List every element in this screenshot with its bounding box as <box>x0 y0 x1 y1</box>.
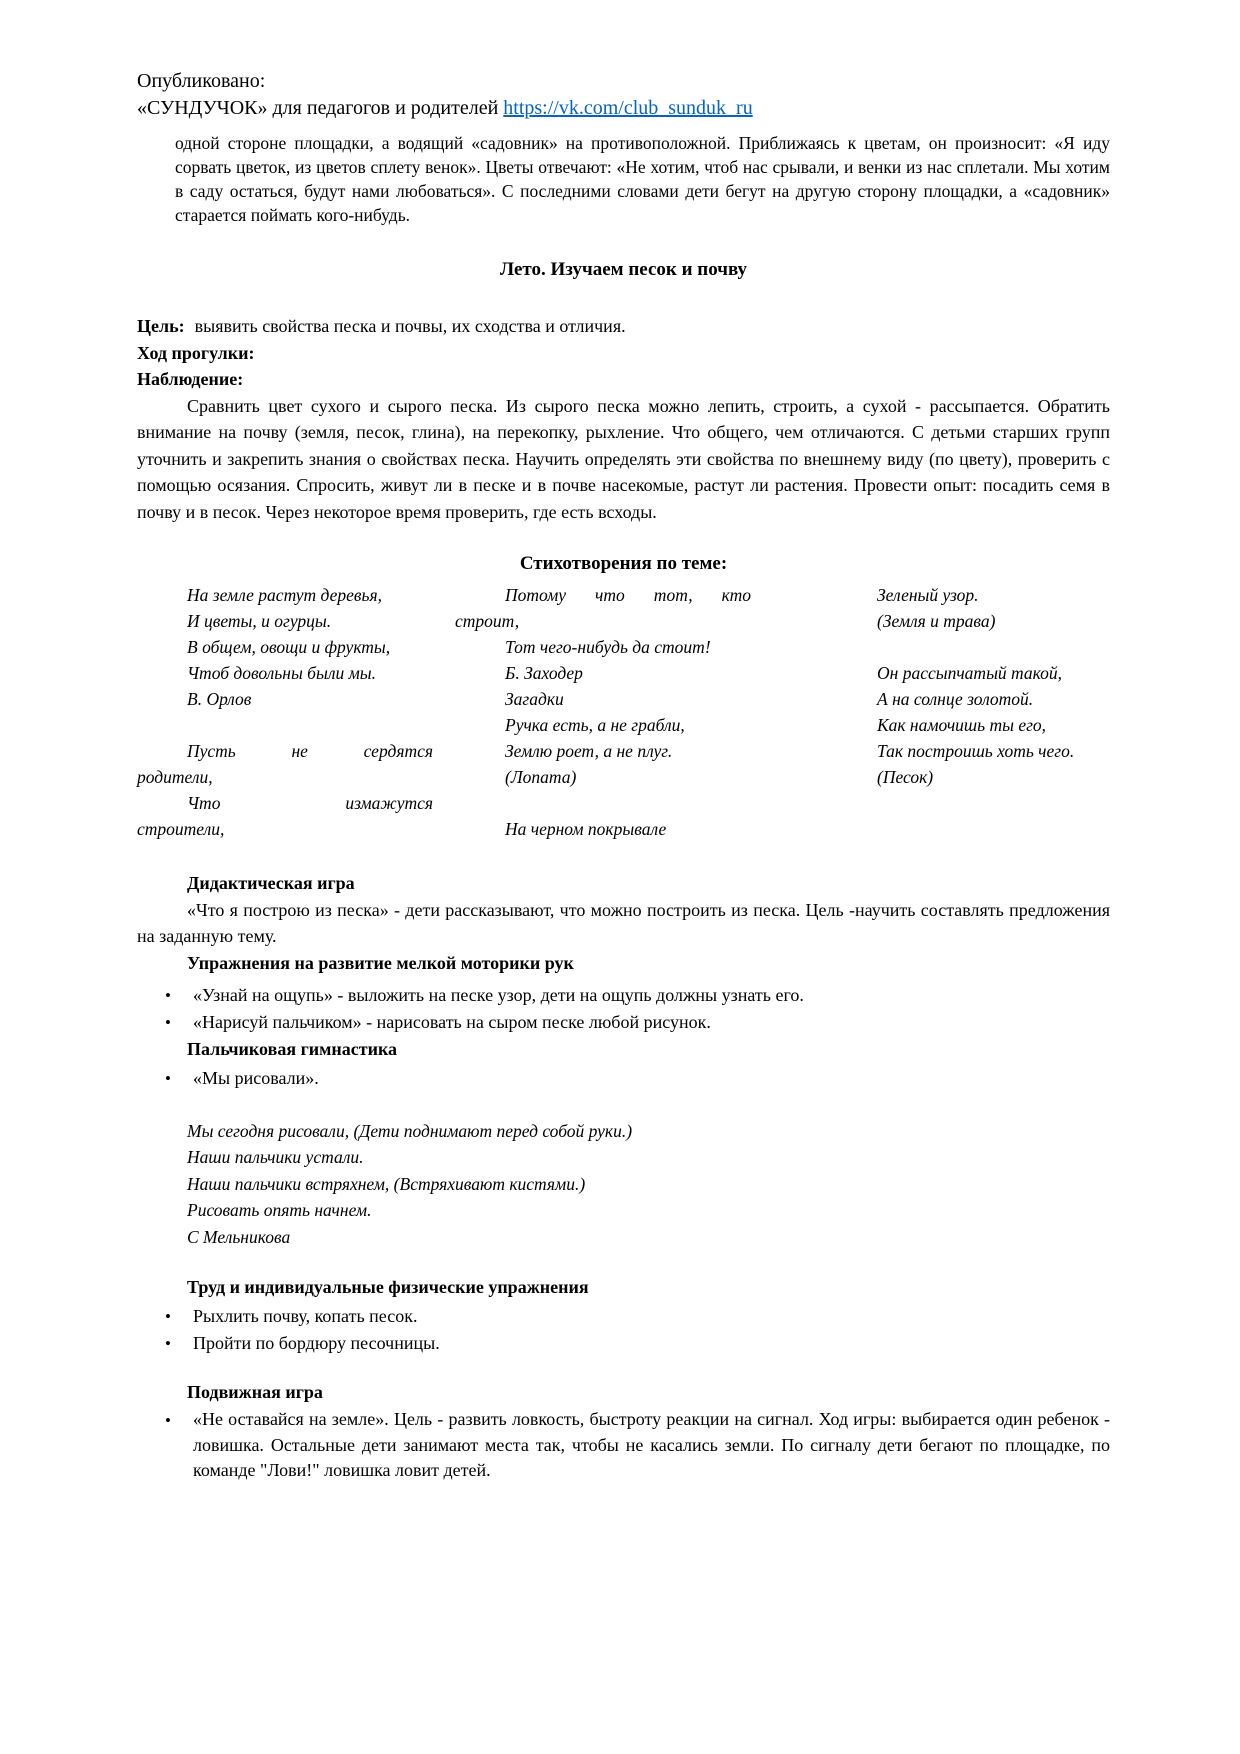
poem-line: Как намочишь ты его, <box>877 715 1047 735</box>
list-item <box>137 982 1110 1009</box>
mobile-game-list <box>137 1407 1110 1484</box>
poem-line: Рисовать опять начнем. <box>187 1200 372 1220</box>
bullet-icon: • <box>165 1411 171 1430</box>
poem-line: На земле растут деревья, <box>187 585 382 605</box>
poem-author: С Мельникова <box>187 1226 291 1247</box>
walk-heading: Ход прогулки: <box>137 342 255 363</box>
poem-line: строители, <box>137 819 225 839</box>
goal-label: Цель: <box>137 316 185 336</box>
poem-line: Чтоб довольны были мы. <box>187 663 376 683</box>
bullet-icon: • <box>165 986 171 1005</box>
intro-paragraph: одной стороне площадки, а водящий «садовник» на противоположной. Приближаясь к цветам, он произносит: «Я иду сорвать цветок, из цветов сплету венок». Цветы отвечают: «Не хотим, чтоб нас срывали, и венки из нас сплетали. Мы хотим в саду остаться, будут нами любоваться». С последними словами дети бегут на другую сторону площадки, а «садовник» старается поймать кого-нибудь. <box>175 133 1110 225</box>
page-title: Лето. Изучаем песок и почву <box>499 259 748 280</box>
list-item-text: «Нарисуй пальчиком» - нарисовать на сыром песке любой рисунок. <box>193 1012 711 1032</box>
poem-answer: (Песок) <box>877 767 934 787</box>
list-item <box>137 1009 1110 1036</box>
didactic-game-paragraph: «Что я построю из песка» - дети рассказывают, что можно построить из песка. Цель -научить составлять предложения на заданную тему. <box>137 899 1110 946</box>
poem-line: Землю роет, а не плуг. <box>505 741 673 761</box>
didactic-game-heading: Дидактическая игра <box>187 873 355 893</box>
poems-columns <box>137 582 1110 842</box>
list-item <box>137 1407 1110 1484</box>
poem-line: Загадки <box>505 689 564 709</box>
poem-line: строит, <box>455 611 520 631</box>
list-item <box>137 1330 1110 1357</box>
list-item <box>137 1065 1110 1092</box>
poem-line: На черном покрывале <box>505 819 667 839</box>
goal-line <box>137 313 1110 340</box>
poem-line: Что измажутся <box>187 793 433 813</box>
poem-column-3 <box>827 582 1110 842</box>
poem-author: Б. Заходер <box>505 663 583 683</box>
poem-line: Зеленый узор. <box>877 585 979 605</box>
goal-text: выявить свойства песка и почвы, их сходства и отличия. <box>194 316 626 336</box>
poem-line: Он рассыпчатый такой, <box>877 663 1063 683</box>
list-item-text: «Узнай на ощупь» - выложить на песке узор, дети на ощупь должны узнать его. <box>193 985 804 1005</box>
poem-blank-line <box>827 634 1110 660</box>
bullet-icon: • <box>165 1013 171 1032</box>
bullet-icon: • <box>165 1333 171 1353</box>
finger-gymnastics-heading: Пальчиковая гимнастика <box>187 1039 398 1059</box>
poem-line: Тот чего-нибудь да стоит! <box>505 637 711 657</box>
motor-skills-heading: Упражнения на развитие мелкой моторики рук <box>187 952 574 973</box>
finger-gymnastics-poem <box>187 1118 1110 1251</box>
list-item <box>137 1303 1110 1330</box>
poem-author: В. Орлов <box>187 689 252 709</box>
observation-paragraph: Сравнить цвет сухого и сырого песка. Из сырого песка можно лепить, строить, а сухой - рассыпается. Обратить внимание на почву (земля, песок, глина), на перекопку, рыхление. Что общего, чем отличаются. С детьми старших групп уточнить и закрепить знания о свойствах песка. Научить определять эти свойства по внешнему виду (по цвету), проверить с помощью осязания. Спросить, живут ли в песке и в почве насекомые, растут ли растения. Провести опыт: посадить семя в почву и в песок. Через некоторое время проверить, где есть всходы. <box>137 395 1110 522</box>
list-item-text: Рыхлить почву, копать песок. <box>193 1305 418 1326</box>
poem-blank-line <box>137 712 433 738</box>
motor-skills-list <box>137 982 1110 1036</box>
poem-line: Ручка есть, а не грабли, <box>505 715 685 735</box>
finger-gymnastics-list <box>137 1065 1110 1092</box>
poem-line: В общем, овощи и фрукты, <box>187 637 391 657</box>
poem-line: А на солнце золотой. <box>877 689 1034 709</box>
poem-answer: (Лопата) <box>505 767 577 787</box>
list-item-text: «Не оставайся на земле». Цель - развить ловкость, быстроту реакции на сигнал. Ход игры: выбирается один ребенок - ловишка. Остальные дети занимают места так, чтобы не касались земли. По сигналу дети бегают по площадке, по команде "Лови!" ловишка ловит детей. <box>193 1409 1110 1480</box>
poem-blank-line <box>455 790 751 816</box>
poem-line: И цветы, и огурцы. <box>187 611 332 631</box>
poem-line: Наши пальчики встряхнем, (Встряхивают кистями.) <box>187 1173 586 1194</box>
list-item-text: Пройти по бордюру песочницы. <box>193 1332 440 1353</box>
list-item-text: «Мы рисовали». <box>193 1067 319 1088</box>
poem-column-1 <box>137 582 433 842</box>
poem-line: Пусть не сердятся <box>187 741 433 761</box>
poem-answer: (Земля и трава) <box>877 611 996 631</box>
work-exercises-heading: Труд и индивидуальные физические упражнения <box>187 1277 589 1297</box>
poems-title: Стихотворения по теме: <box>519 553 728 574</box>
mobile-game-heading: Подвижная игра <box>187 1381 323 1402</box>
bullet-icon: • <box>165 1068 171 1088</box>
poem-line: Так построишь хоть чего. <box>877 741 1075 761</box>
poem-line: Мы сегодня рисовали, (Дети поднимают перед собой руки.) <box>187 1120 633 1141</box>
observation-heading: Наблюдение: <box>137 369 244 389</box>
published-label: Опубликовано: <box>137 70 266 92</box>
poem-line: Потому что тот, кто <box>505 585 751 605</box>
source-text: «СУНДУЧОК» для педагогов и родителей <box>137 97 504 119</box>
poem-line: родители, <box>137 767 213 787</box>
poem-line: Наши пальчики устали. <box>187 1147 364 1167</box>
bullet-icon: • <box>165 1306 171 1326</box>
poem-column-2 <box>455 582 751 842</box>
work-exercises-list <box>137 1303 1110 1357</box>
source-line <box>137 95 1110 122</box>
source-link[interactable]: https://vk.com/club_sunduk_ru <box>503 97 753 119</box>
